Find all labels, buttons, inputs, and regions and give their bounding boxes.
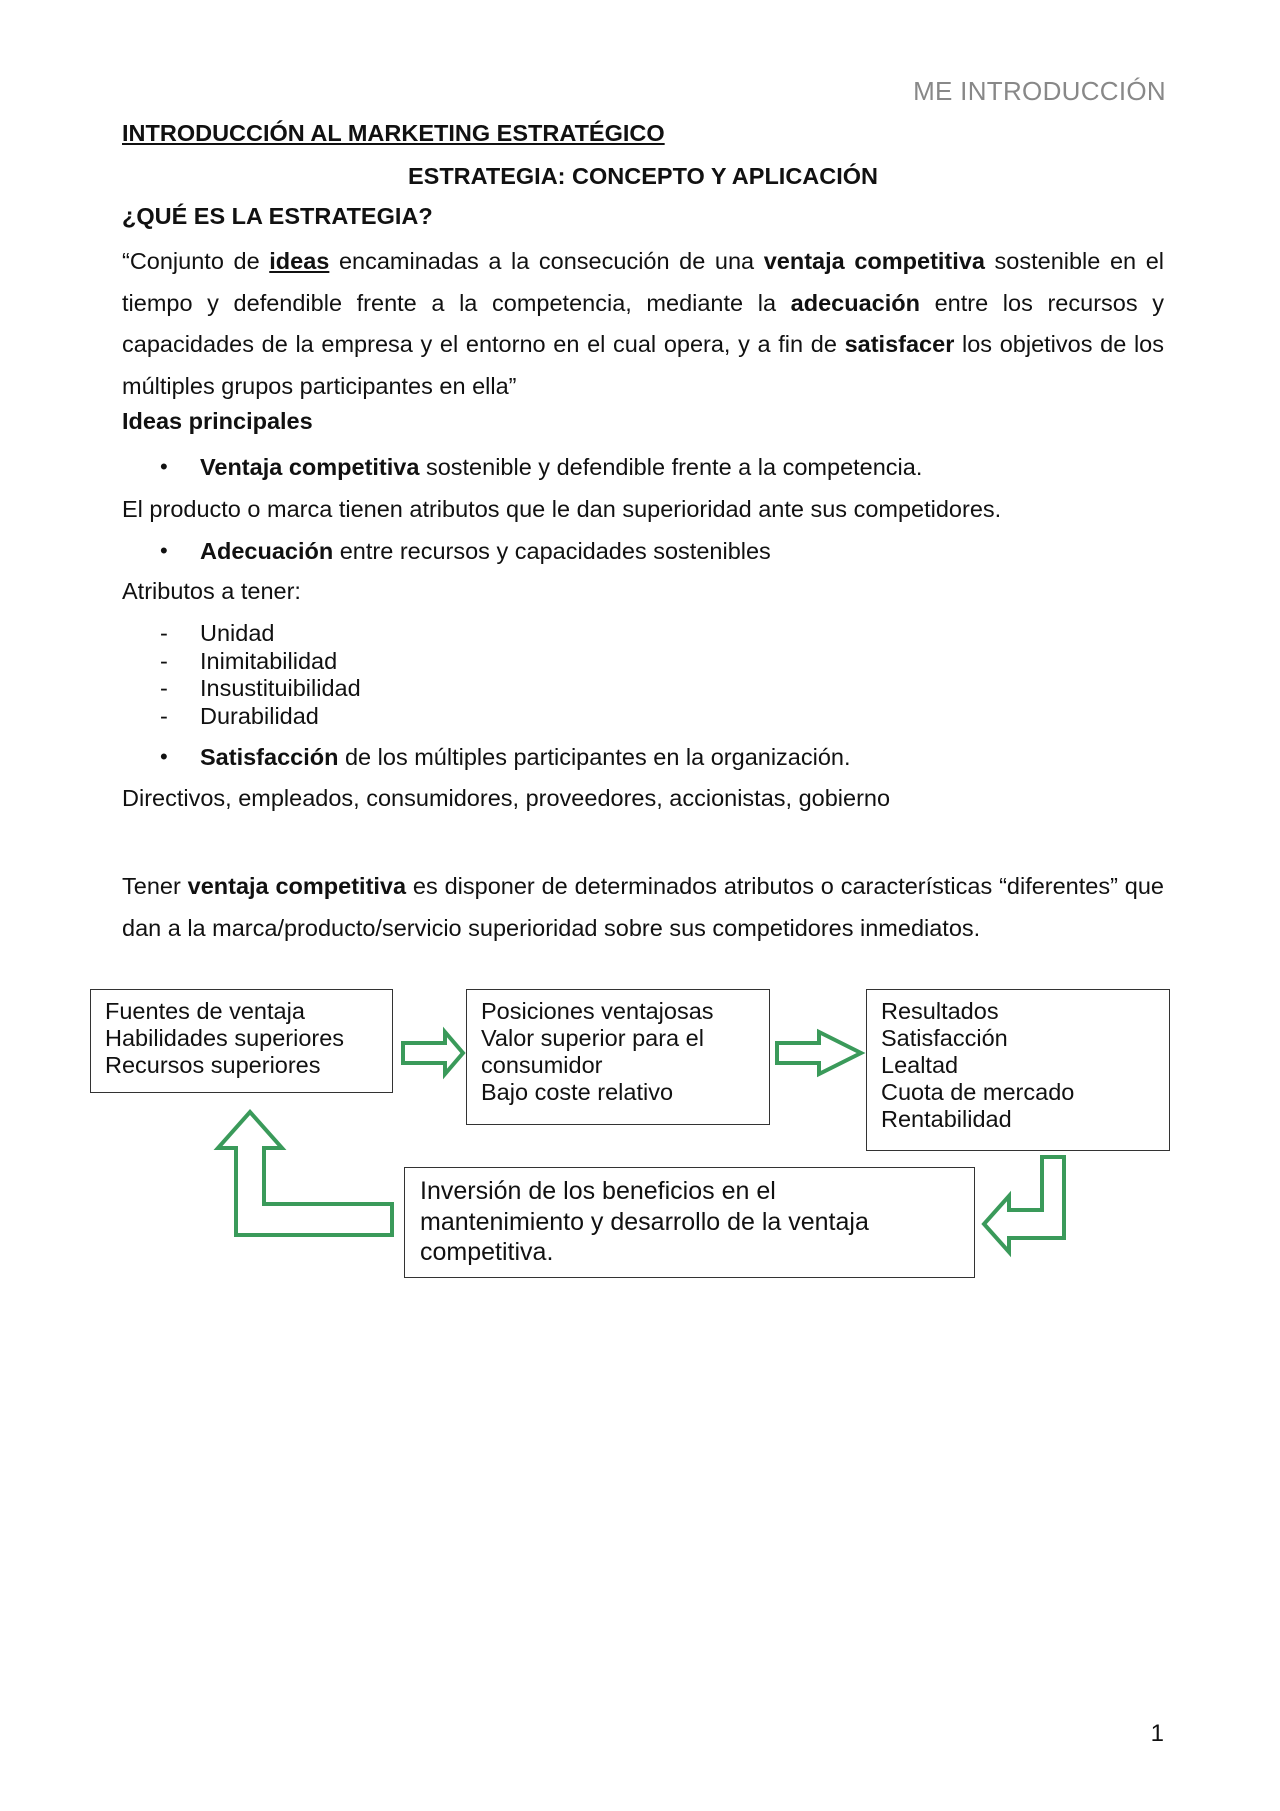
def-ideas: ideas: [269, 248, 330, 274]
para-bold: ventaja competitiva: [187, 873, 407, 899]
box-line: Habilidades superiores: [105, 1025, 345, 1051]
box-line: competitiva.: [420, 1238, 554, 1266]
bullet-rest: de los múltiples participantes en la organización.: [338, 744, 851, 770]
diagram-box-fuentes: [90, 989, 393, 1093]
box-line: Cuota de mercado: [881, 1079, 1075, 1105]
page-number: 1: [1150, 1720, 1164, 1747]
def-satisfacer: satisfacer: [844, 331, 955, 357]
bullet-bold: Ventaja competitiva: [200, 454, 420, 480]
text-line-directivos: Directivos, empleados, consumidores, proveedores, accionistas, gobierno: [122, 785, 891, 811]
section-subtitle: ESTRATEGIA: CONCEPTO Y APLICACIÓN: [407, 163, 879, 189]
box-line: Recursos superiores: [105, 1052, 321, 1078]
box-line: Rentabilidad: [881, 1106, 1012, 1132]
bullet-icon: •: [160, 454, 168, 479]
dash-marker: -: [160, 620, 168, 646]
arrow-elbow-left-icon: [984, 1157, 1064, 1252]
bullet-rest: entre recursos y capacidades sostenibles: [333, 538, 771, 564]
box-line: Valor superior para el: [481, 1025, 704, 1051]
def-text-2: encaminadas a la consecución de una: [329, 248, 764, 274]
text-line-producto: El producto o marca tienen atributos que le dan superioridad ante sus competidores.: [122, 496, 1002, 522]
dash-marker: -: [160, 647, 168, 674]
arrow-right-icon: [777, 1032, 861, 1074]
box-line: mantenimiento y desarrollo de la ventaja: [420, 1207, 869, 1236]
box-line: Fuentes de ventaja: [105, 998, 305, 1024]
diagram-box-resultados: [866, 989, 1170, 1151]
arrow-right-icon: [403, 1032, 463, 1074]
def-ventaja: ventaja competitiva: [763, 248, 985, 274]
box-line: Posiciones ventajosas: [481, 998, 714, 1024]
box-line: Satisfacción: [881, 1025, 1008, 1051]
document-title: INTRODUCCIÓN AL MARKETING ESTRATÉGICO: [122, 120, 665, 146]
ideas-heading: Ideas principales: [122, 408, 313, 434]
bullet-icon: •: [160, 744, 168, 769]
bullet-rest: sostenible y defendible frente a la competencia.: [419, 454, 923, 480]
para-text-2: es disponer de determinados atributos o características “diferentes” que dan a la marca/producto/servicio superioridad sobre sus competidores inmediatos.: [122, 873, 1164, 941]
def-adecuacion: adecuación: [790, 289, 920, 316]
question-heading: ¿QUÉ ES LA ESTRATEGIA?: [122, 203, 433, 229]
arrow-elbow-up-icon: [218, 1112, 392, 1235]
box-line: Inversión de los beneficios en el: [420, 1177, 776, 1205]
def-text-5: los objetivos de los múltiples grupos participantes en ella”: [122, 331, 1164, 399]
list-item-text: Unidad: [200, 620, 275, 646]
text-line-atributos: Atributos a tener:: [122, 578, 301, 604]
def-text-4: entre los recursos y capacidades de la empresa y el entorno en el cual opera, y a fin de: [122, 289, 1164, 357]
list-item-text: Inimitabilidad: [200, 647, 338, 674]
diagram-box-posiciones: [466, 989, 770, 1125]
para-text-1: Tener: [122, 873, 188, 899]
def-text-3: sostenible en el tiempo y defendible frente a la competencia, mediante la: [122, 248, 1164, 316]
dash-marker: -: [160, 675, 168, 701]
diagram-box-inversion: [404, 1167, 975, 1278]
list-item-text: Insustituibilidad: [200, 675, 361, 701]
box-line: Bajo coste relativo: [481, 1079, 674, 1105]
def-text-1: “Conjunto de: [122, 248, 270, 274]
box-line: consumidor: [481, 1052, 603, 1078]
bullet-bold: Adecuación: [200, 538, 334, 564]
running-header: ME INTRODUCCIÓN: [913, 76, 1166, 106]
box-line: Lealtad: [881, 1052, 959, 1078]
list-item-text: Durabilidad: [200, 702, 319, 729]
dash-marker: -: [160, 702, 168, 729]
box-line: Resultados: [881, 998, 999, 1024]
bullet-bold: Satisfacción: [200, 744, 339, 770]
bullet-icon: •: [160, 538, 168, 563]
